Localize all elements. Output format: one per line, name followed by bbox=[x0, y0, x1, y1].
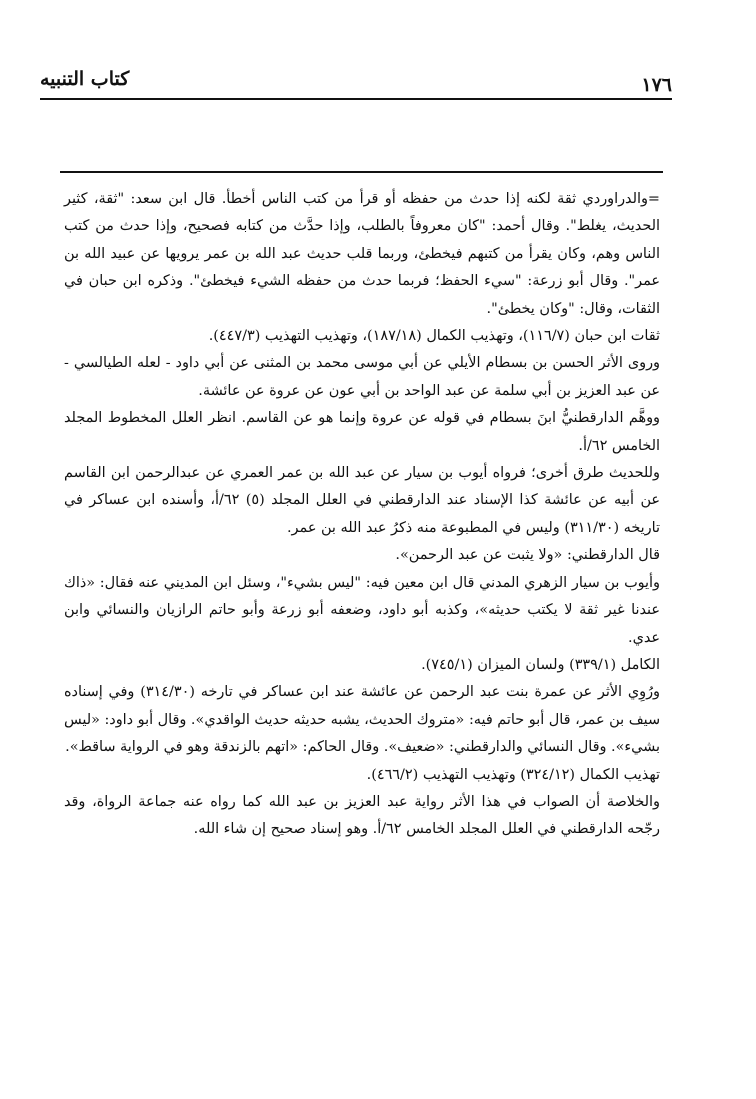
paragraph: ووهَّم الدارقطنيُّ ابنَ بسطام في قوله عن عروة وإنما هو عن القاسم. انظر العلل المخطوط المجلد الخامس ٦٢/أ. bbox=[64, 410, 660, 454]
paragraph: وروى الأثر الحسن بن بسطام الأيلي عن أبي موسى محمد بن المثنى عن أبي داود - لعله الطيالسي - عن عبد العزيز بن أبي سلمة عن عبد الواحد بن أبي عون عن عروة عن عائشة. bbox=[64, 355, 660, 399]
paragraph: قال الدارقطني: «ولا يثبت عن عبد الرحمن». bbox=[395, 547, 660, 564]
header-rule bbox=[40, 98, 672, 100]
paragraph: تهذيب الكمال (٣٢٤/١٢) وتهذيب التهذيب (٤٦٦/٢). bbox=[366, 766, 660, 783]
paragraph: والخلاصة أن الصواب في هذا الأثر رواية عبد العزيز بن عبد الله كما رواه عنه جماعة الرواة، وقد رجّحه الدارقطني في العلل المجلد الخامس ٦٢/أ. وهو إسناد صحيح إن شاء الله. bbox=[64, 793, 660, 838]
paragraph: =والدراوردي ثقة لكنه إذا حدث من حفظه أو قرأ من كتب الناس أخطأ. قال ابن سعد: "ثقة، كثير الحديث، يغلط". وقال أحمد: "كان معروفاً بالطلب، وإذا حدَّث من كتابه فصحيح، وإذا حدث من كتب الناس وهم، وكان يقرأ من كتبهم فيخطئ، وربما قلب حديث عبد الله بن عمر يرويها عن عبيد الله بن عمر". وقال أبو زرعة: "سيء الحفظ؛ فربما حدث من حفظه الشيء فيخطئ". وذكره ابن حبان في الثقات، وقال: "وكان يخطئ". bbox=[64, 191, 660, 317]
paragraph: وللحديث طرق أخرى؛ فرواه أيوب بن سيار عن عبد الله بن عمر العمري عن عبدالرحمن ابن القاسم عن أبيه عن عائشة كذا الإسناد عند الدارقطني في العلل المجلد (٥) ٦٢/أ، وأسنده ابن عساكر في تاريخه (٣١١/٣٠) وليس في المطبوعة منه ذكرُ عبد الله بن عمر. bbox=[64, 465, 660, 536]
paragraph: ثقات ابن حبان (١١٦/٧)، وتهذيب الكمال (١٨٧/١٨)، وتهذيب التهذيب (٤٤٧/٣). bbox=[208, 328, 660, 345]
running-title: كتاب التنبيه bbox=[40, 68, 130, 90]
footnote-rule bbox=[60, 171, 663, 173]
paragraph: وأيوب بن سيار الزهري المدني قال ابن معين فيه: "ليس بشيء"، وسئل ابن المديني عنه فقال: «ذاك عندنا غير ثقة لا يكتب حديثه»، وكذبه أبو داود، وضعفه أبو زرعة وأبو حاتم الرازيان والنسائي وابن عدي. bbox=[64, 574, 660, 646]
footnote-body bbox=[64, 186, 660, 844]
paragraph: الكامل (٣٣٩/١) ولسان الميزان (٧٤٥/١). bbox=[421, 656, 660, 673]
page-number: ١٧٦ bbox=[641, 74, 672, 96]
paragraph: ورُوِي الأثر عن عمرة بنت عبد الرحمن عن عائشة عند ابن عساكر في تارخه (٣١٤/٣٠) وفي إسناده سيف بن عمر، قال أبو حاتم فيه: «متروك الحديث، يشبه حديثه حديث الواقدي». وقال أبو داود: «ليس بشيء». وقال النسائي والدارقطني: «ضعيف». وقال الحاكم: «اتهم بالزندقة وهو في الرواية ساقط». bbox=[64, 684, 660, 756]
